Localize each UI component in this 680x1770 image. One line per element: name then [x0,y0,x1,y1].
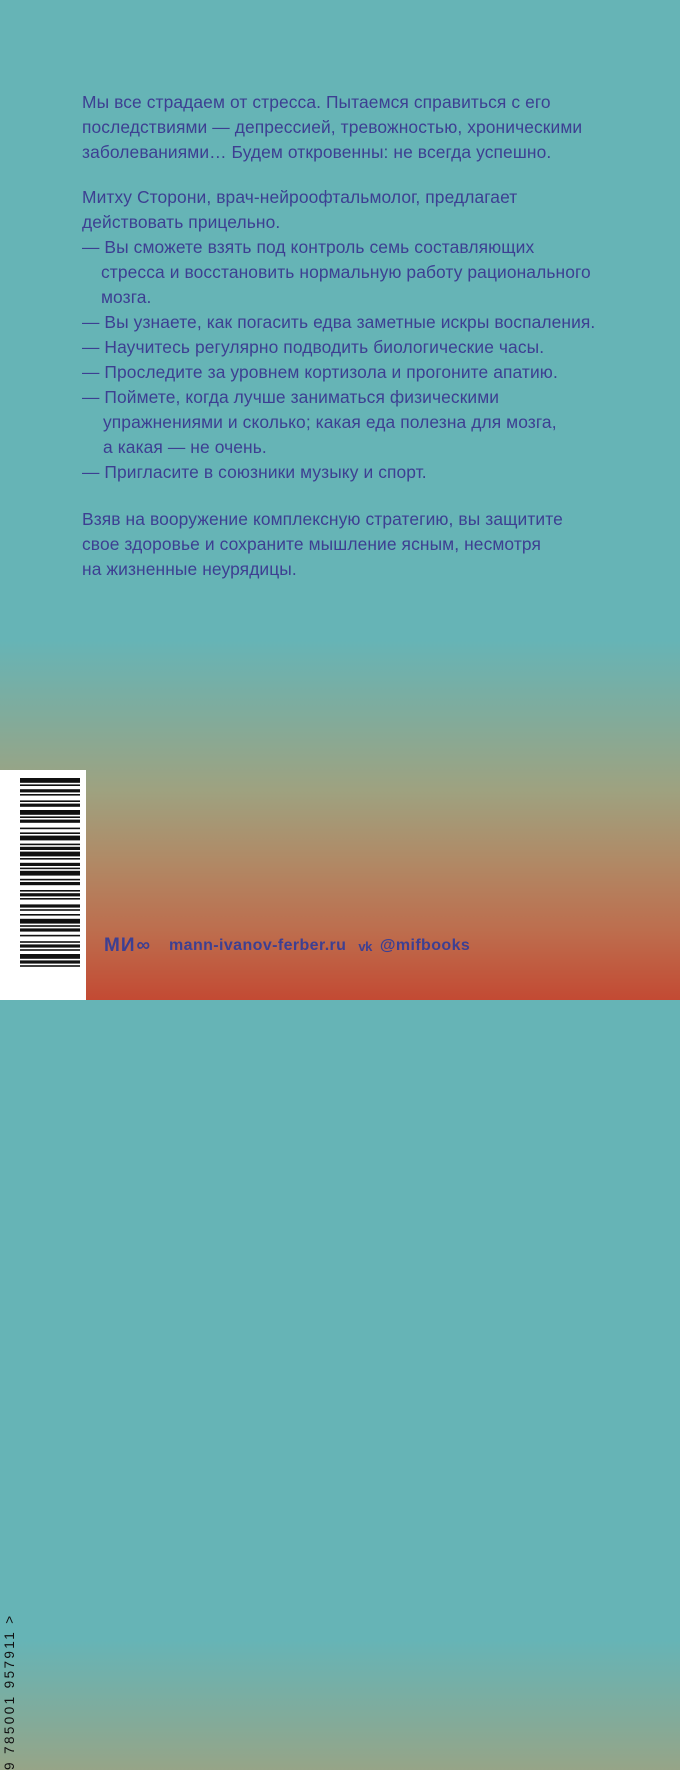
barcode-bar [20,820,80,823]
intro-paragraph [82,90,642,165]
barcode-bar [20,868,80,870]
barcode-bar [20,810,80,815]
barcode-bar [20,944,80,947]
logo-text: МИ [104,935,136,956]
barcode-bar [20,871,80,876]
barcode-bar [20,890,80,892]
infinity-icon: ∞ [136,935,152,956]
bullet-item [82,335,642,360]
barcode-bar [20,919,80,924]
bullet-item [82,460,642,485]
bullet-continuation: мозга. [101,287,152,307]
bullet-item [82,385,642,460]
bullet-text: — Проследите за уровнем кортизола и прогоните апатию. [82,362,558,382]
intro-line: заболеваниями… Будем откровенны: не всегда успешно. [82,142,552,162]
barcode-bar [20,852,80,857]
barcode-bar [20,893,80,896]
barcode-bar [20,941,80,943]
barcode-bar [20,832,80,834]
publisher-logo [104,935,151,957]
conclusion-line: на жизненные неурядицы. [82,559,297,579]
barcode-bar [20,858,80,860]
isbn-barcode [0,770,86,1770]
barcode-bar [20,904,80,907]
bullet-item [82,310,642,335]
bullet-item [82,235,642,310]
barcode-bar [20,778,80,783]
barcode-bar [20,898,80,900]
bullet-continuation: а какая — не очень. [103,437,267,457]
barcode-bar [20,784,80,786]
barcode-digits: 9 785001 957911 > [2,1613,17,1770]
bullet-text: — Пригласите в союзники музыку и спорт. [82,462,427,482]
barcode-bar [20,847,80,850]
barcode-bar [20,949,80,951]
vk-icon: vk [358,938,372,954]
barcode-bar [20,836,80,841]
bullet-item [82,360,642,385]
intro-line: последствиями — депрессией, тревожностью, хроническими [82,117,583,137]
barcode-bar [20,928,80,931]
author-and-bullets [82,185,642,485]
barcode-bar [20,954,80,959]
barcode-bar [20,879,80,881]
barcode-bar [20,960,80,963]
barcode-bar [20,789,80,792]
bullet-continuation: стресса и восстановить нормальную работу рационального [101,262,591,282]
barcode-bar [20,882,80,885]
barcode-bar [20,804,80,807]
barcode-bar [20,816,80,818]
social-handle[interactable]: @mifbooks [379,937,471,954]
bullet-text: — Вы узнаете, как погасить едва заметные искры воспаления. [82,312,596,332]
barcode-bar [20,844,80,846]
bullet-text: — Поймете, когда лучше заниматься физическими [82,387,500,407]
conclusion-line: свое здоровье и сохраните мышление ясным, несмотря [82,534,541,554]
bullet-text: — Научитесь регулярно подводить биологические часы. [82,337,545,357]
barcode-bar [20,914,80,916]
conclusion-line: Взяв на вооружение комплексную стратегию, вы защитите [82,509,563,529]
barcode-bars [0,770,86,1000]
barcode-bar [20,935,80,937]
barcode-bar [20,794,80,796]
barcode-bar [20,828,80,830]
publisher-footer [104,932,470,960]
author-line: действовать прицельно. [82,212,281,232]
conclusion-paragraph [82,507,642,582]
barcode-bar [20,863,80,866]
barcode-bar [20,965,80,967]
website-link[interactable]: mann-ivanov-ferber.ru [169,937,347,954]
bullet-continuation: упражнениями и сколько; какая еда полезна для мозга, [103,412,557,432]
barcode-bar [20,909,80,911]
bullet-text: — Вы сможете взять под контроль семь составляющих [82,237,535,257]
author-line: Митху Сторони, врач-нейроофтальмолог, предлагает [82,187,518,207]
barcode-bar [20,800,80,802]
back-cover-text [82,90,642,602]
barcode-bar [20,925,80,927]
intro-line: Мы все страдаем от стресса. Пытаемся справиться с его [82,92,551,112]
